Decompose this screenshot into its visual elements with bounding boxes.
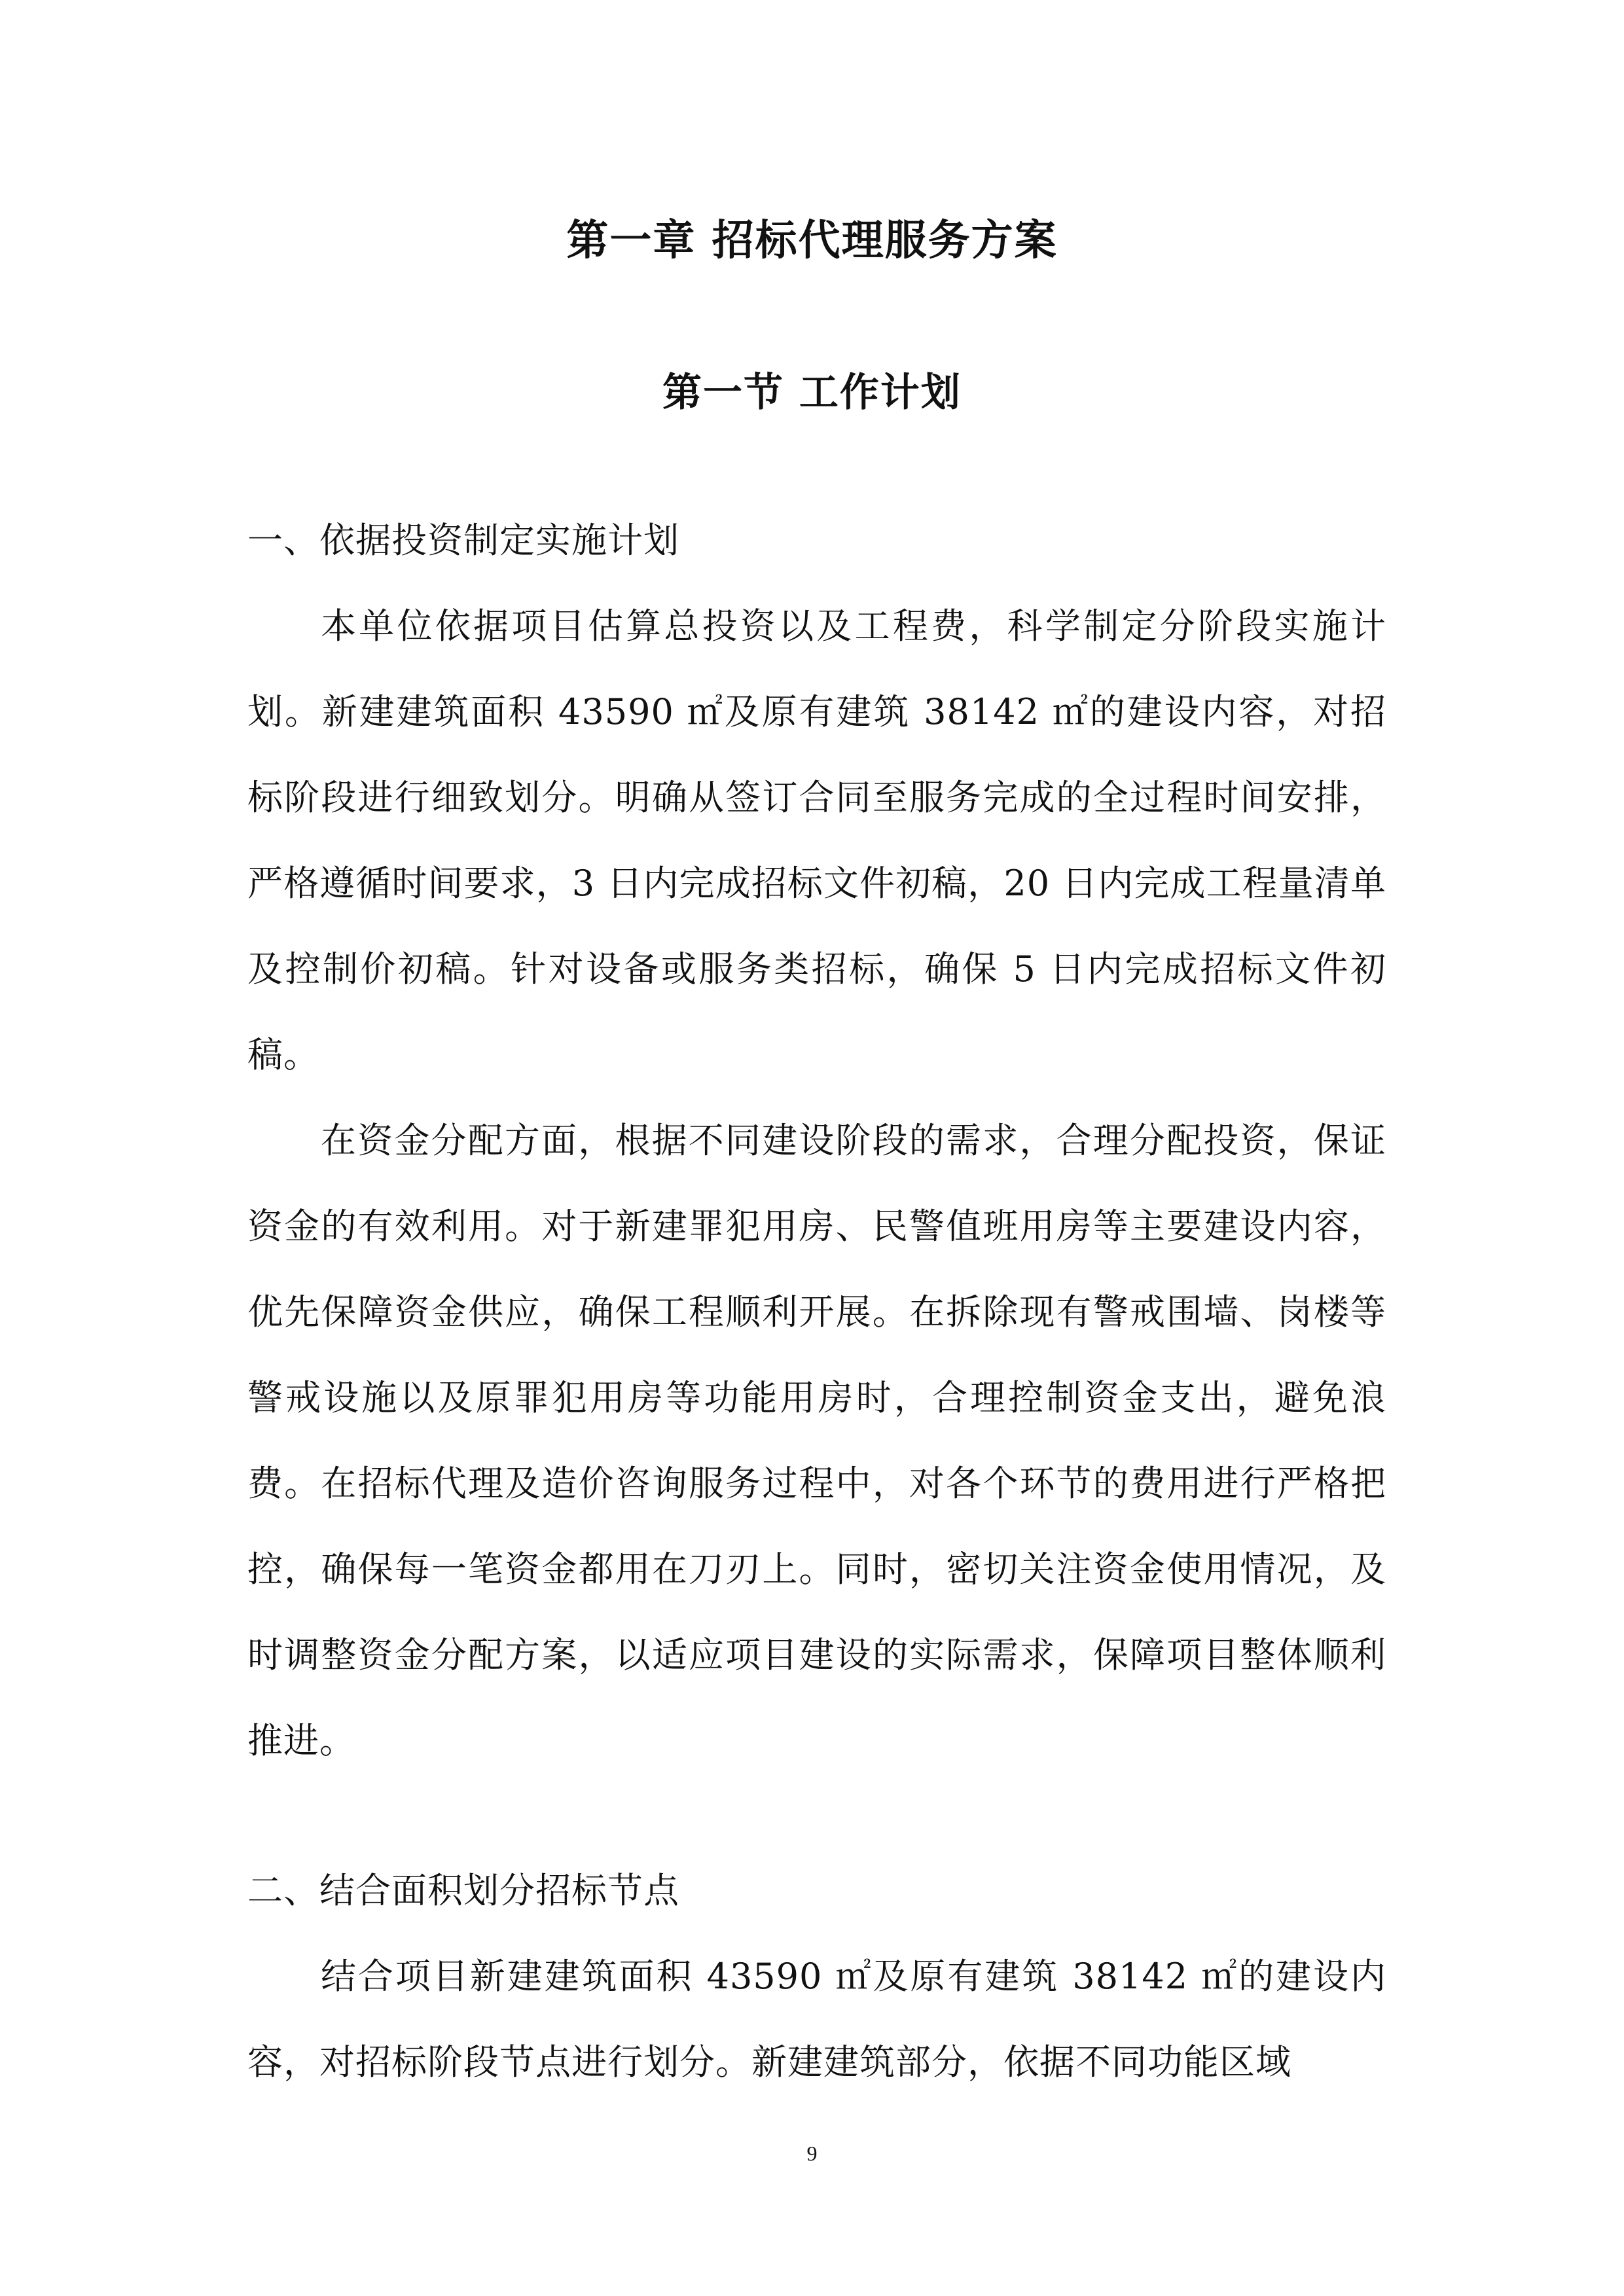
part2-paragraph1: 结合项目新建建筑面积 43590 ㎡及原有建筑 38142 ㎡的建设内容，对招标阶段节点进行划分。新建建筑部分，依据不同功能区域 [247, 1956, 1386, 2083]
page-number: 9 [806, 2142, 818, 2165]
part2-heading: 二、结合面积划分招标节点 [247, 1870, 679, 1911]
part1-paragraph1: 本单位依据项目估算总投资以及工程费，科学制定分阶段实施计划。新建建筑面积 43590 ㎡及原有建筑 38142 ㎡的建设内容，对招标阶段进行细致划分。明确从签订合同至服务完成的全过程时间安排，严格遵循时间要求，3 日内完成招标文件初稿，20 日内完成工程量清单及控制价初稿。针对设备或服务类招标，确保 5 日内完成招标文件初稿。 [247, 605, 1386, 1075]
chapter-title: 第一章 招标代理服务方案 [566, 217, 1058, 265]
section-title: 第一节 工作计划 [662, 370, 962, 416]
part1-paragraph2: 在资金分配方面，根据不同建设阶段的需求，合理分配投资，保证资金的有效利用。对于新建罪犯用房、民警值班用房等主要建设内容，优先保障资金供应，确保工程顺利开展。在拆除现有警戒围墙、岗楼等警戒设施以及原罪犯用房等功能用房时，合理控制资金支出，避免浪费。在招标代理及造价咨询服务过程中，对各个环节的费用进行严格把控，确保每一笔资金都用在刀刃上。同时，密切关注资金使用情况，及时调整资金分配方案，以适应项目建设的实际需求，保障项目整体顺利推进。 [247, 1120, 1386, 1761]
part1-heading: 一、依据投资制定实施计划 [247, 520, 679, 561]
